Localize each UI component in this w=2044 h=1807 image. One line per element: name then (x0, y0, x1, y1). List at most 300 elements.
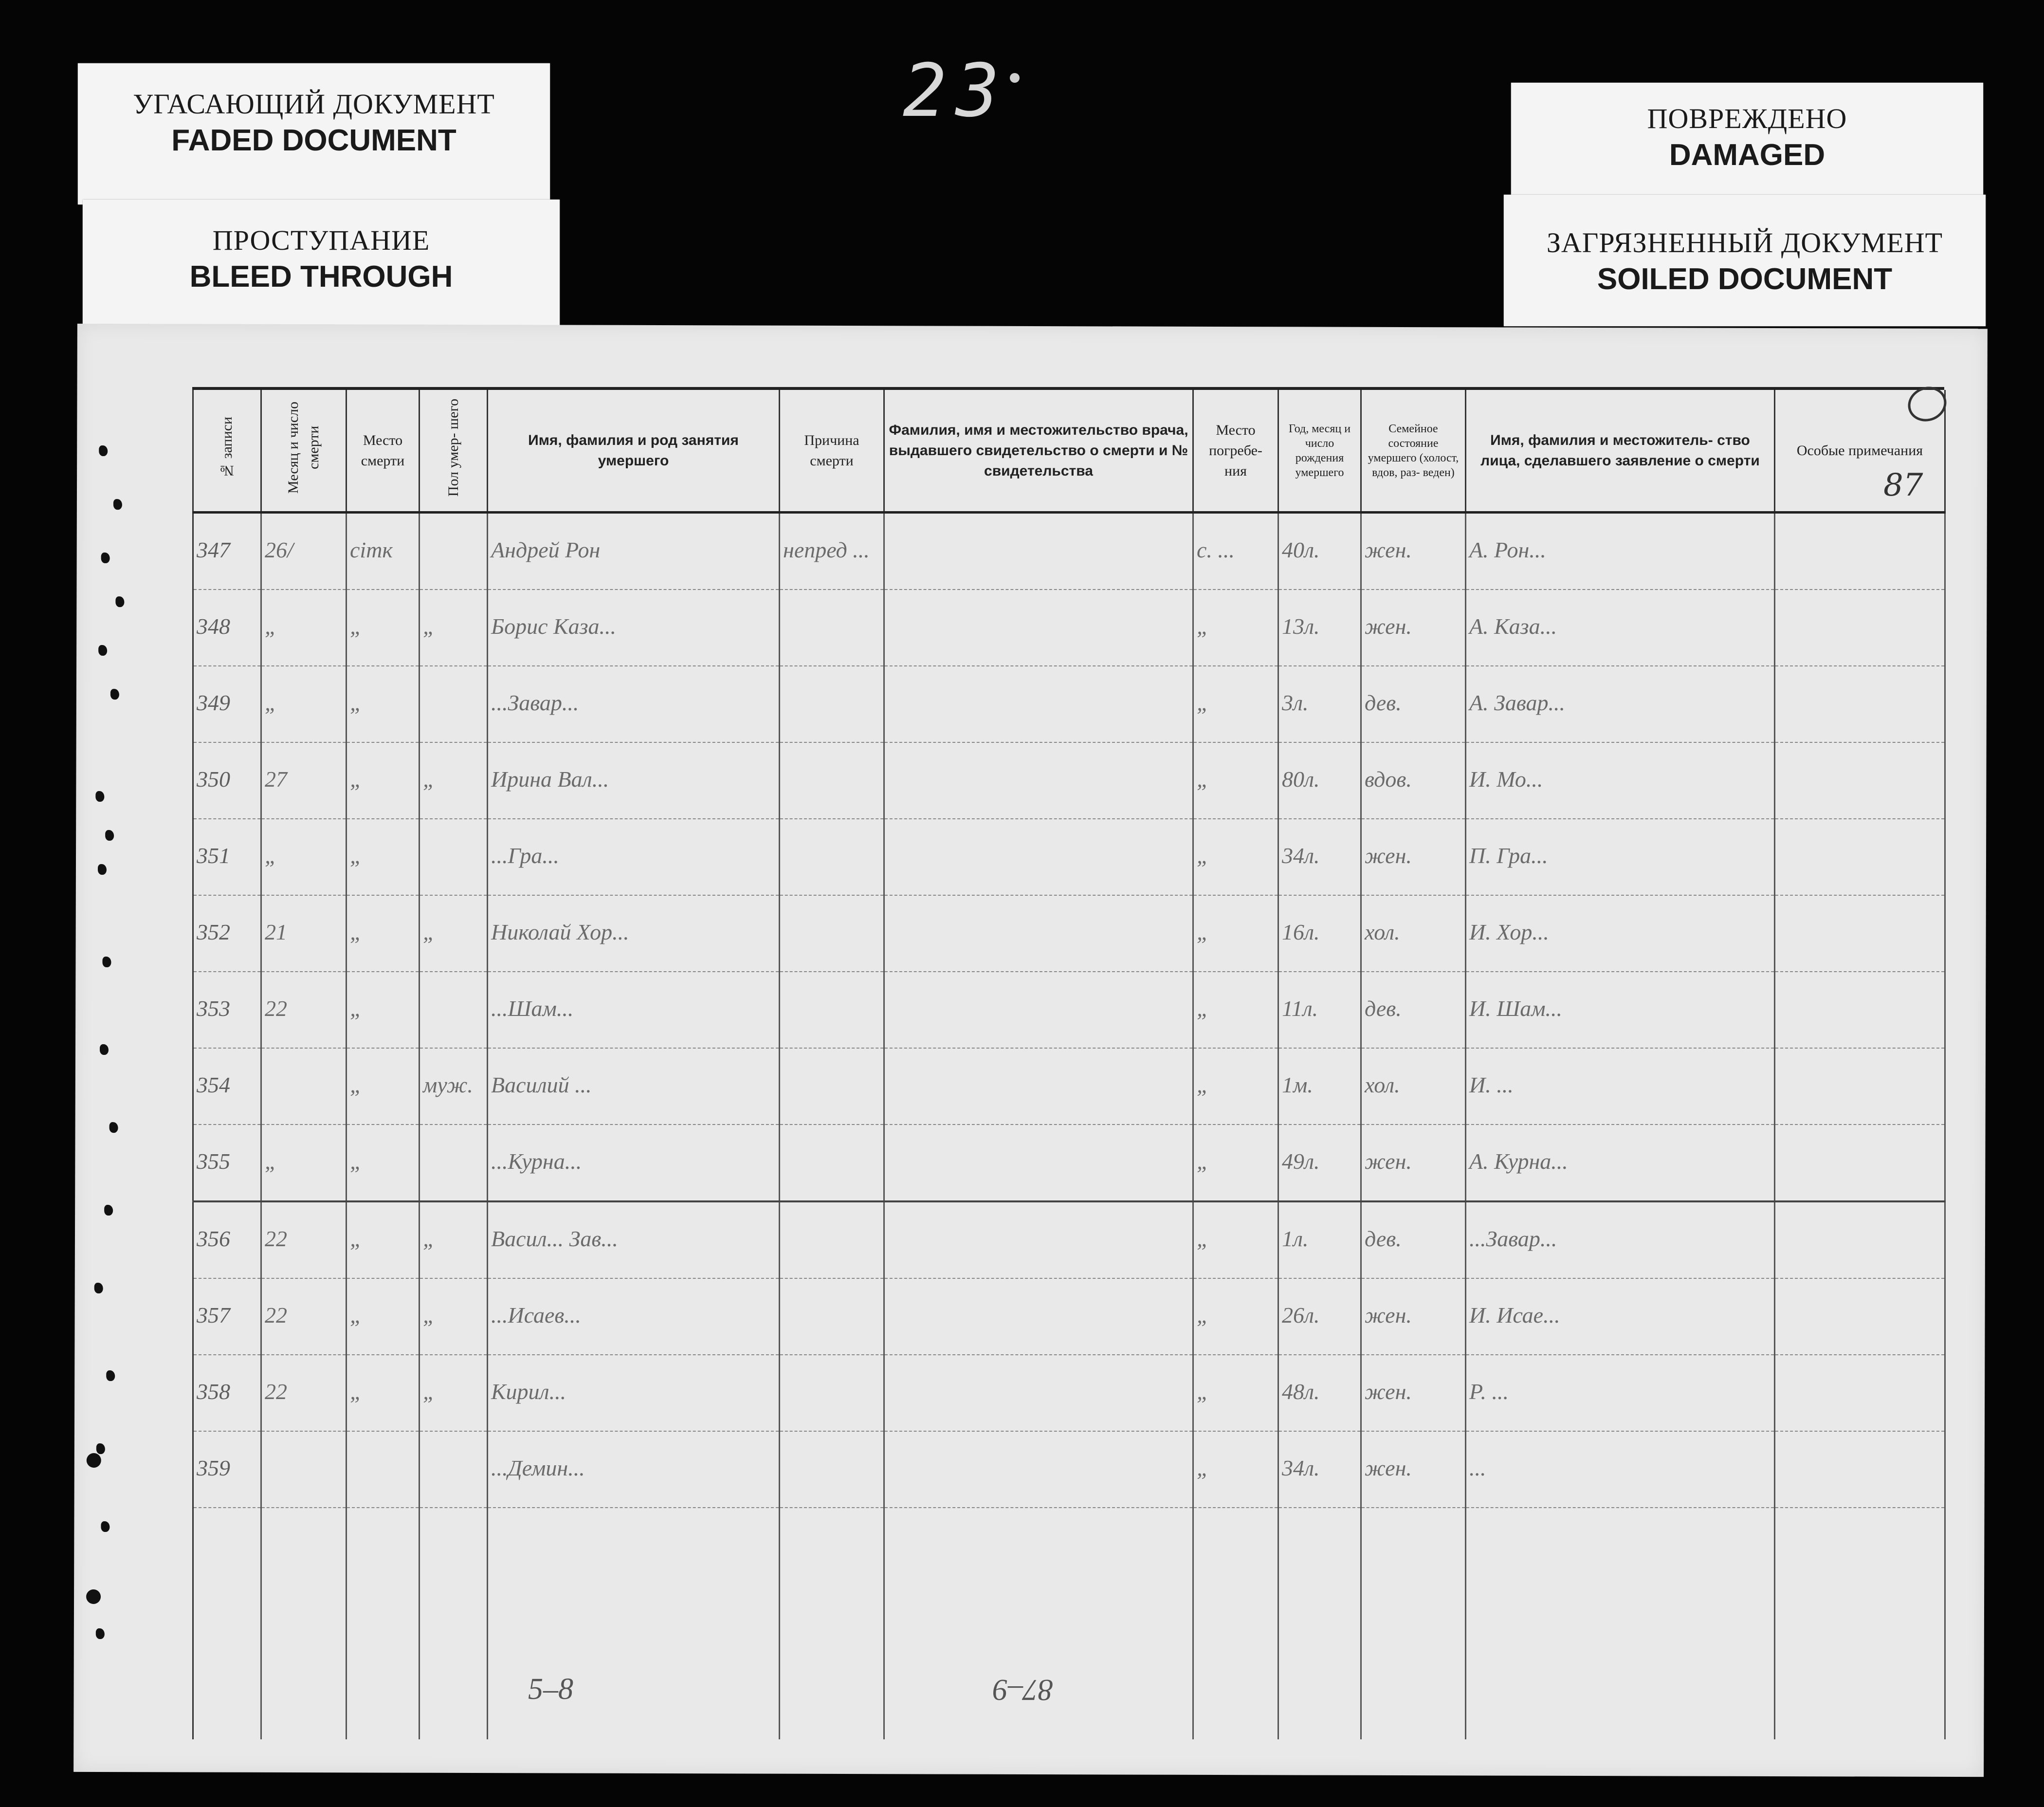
cell-place (347, 513, 420, 590)
punch-hole (100, 1044, 109, 1055)
cell-burial (1193, 513, 1278, 590)
cell-date (261, 972, 347, 1048)
cell-value: „ (1197, 1303, 1209, 1328)
cell-cause (780, 513, 884, 590)
empty-cell (347, 1508, 420, 1739)
cell-birth (1278, 1125, 1361, 1201)
cell-birth (1278, 742, 1361, 819)
cell-value: „ (1197, 690, 1209, 715)
page-number: 87 (1883, 467, 1923, 503)
cell-status (1361, 972, 1466, 1048)
cell-value: ...Курна... (491, 1149, 582, 1174)
cell-value: жен. (1365, 1303, 1412, 1328)
cell-value: хол. (1365, 920, 1400, 944)
cell-value: Андрей Рон (491, 537, 601, 562)
cell-no (193, 819, 261, 895)
label-bleed-en: BLEED THROUGH (189, 260, 453, 294)
footnote-left: 5–8 (528, 1673, 573, 1706)
table-row (193, 1431, 1945, 1508)
cell-birth (1278, 1355, 1361, 1431)
cell-date (261, 513, 347, 590)
cell-notes (1775, 666, 1945, 742)
cell-sex (420, 1278, 488, 1355)
cell-value: „ (1197, 1379, 1209, 1404)
cell-value: „ (265, 690, 277, 715)
cell-value: Николай Хор... (491, 920, 629, 944)
punch-hole (110, 689, 119, 700)
punch-hole (87, 1453, 101, 1468)
cell-declarant (1466, 1278, 1775, 1355)
cell-name (488, 513, 780, 590)
cell-birth (1278, 1431, 1361, 1508)
cell-date (261, 895, 347, 972)
col-birth-date: Год, месяц и число рождения умершего (1278, 390, 1361, 513)
cell-value: 34л. (1282, 843, 1320, 868)
cell-sex (420, 590, 488, 666)
empty-cell (780, 1508, 884, 1739)
cell-declarant (1466, 972, 1775, 1048)
cell-value: дев. (1365, 996, 1402, 1021)
cell-value: И. Исае... (1469, 1303, 1560, 1328)
cell-notes (1775, 742, 1945, 819)
cell-declarant (1466, 1125, 1775, 1201)
cell-date (261, 819, 347, 895)
punch-hole (95, 791, 104, 802)
cell-value: Ирина Вал... (491, 767, 609, 792)
cell-status (1361, 590, 1466, 666)
cell-value: 357 (197, 1303, 230, 1328)
cell-notes (1775, 819, 1945, 895)
cell-value: 353 (197, 996, 230, 1021)
cell-burial (1193, 1431, 1278, 1508)
cell-value: вдов. (1365, 767, 1412, 792)
cell-cause (780, 972, 884, 1048)
microfilm-frame-number: 23 (903, 49, 1008, 133)
cell-value: жен. (1365, 614, 1412, 639)
table-row (193, 895, 1945, 972)
cell-value: 80л. (1282, 767, 1320, 792)
cell-no (193, 1431, 261, 1508)
cell-value: А. Курна... (1469, 1149, 1568, 1174)
cell-name (488, 895, 780, 972)
cell-value: 1м. (1282, 1072, 1313, 1097)
cell-value: 26л. (1282, 1303, 1320, 1328)
cell-value: ...Исаев... (491, 1303, 581, 1328)
cell-no (193, 513, 261, 590)
cell-declarant (1466, 1431, 1775, 1508)
cell-value: „ (1197, 767, 1209, 792)
cell-declarant (1466, 742, 1775, 819)
cell-value: „ (1197, 996, 1209, 1021)
punch-hole (106, 1370, 115, 1381)
cell-value: „ (423, 920, 436, 944)
punch-hole (101, 553, 110, 563)
cell-value: „ (1197, 1149, 1209, 1174)
cell-value: жен. (1365, 843, 1412, 868)
cell-doctor (884, 513, 1193, 590)
cell-value: „ (1197, 1226, 1209, 1251)
table-row (193, 1201, 1945, 1278)
cell-name (488, 1431, 780, 1508)
cell-value: И. Шам... (1469, 996, 1563, 1021)
cell-no (193, 895, 261, 972)
cell-value: хол. (1365, 1072, 1400, 1097)
empty-cell (1466, 1508, 1775, 1739)
cell-value: жен. (1365, 1456, 1412, 1480)
cell-value: с. ... (1197, 537, 1235, 562)
col-sex: Пол умер- шего (420, 390, 488, 513)
col-name-occupation: Имя, фамилия и род занятия умершего (488, 390, 780, 513)
cell-no (193, 1355, 261, 1431)
cell-declarant (1466, 590, 1775, 666)
cell-date (261, 666, 347, 742)
cell-status (1361, 1355, 1466, 1431)
label-bleed-through (83, 200, 560, 326)
cell-notes (1775, 895, 1945, 972)
cell-date (261, 1201, 347, 1278)
cell-cause (780, 895, 884, 972)
cell-value: ... (1469, 1456, 1486, 1480)
cell-notes (1775, 1125, 1945, 1201)
cell-place (347, 590, 420, 666)
cell-burial (1193, 1355, 1278, 1431)
cell-value: 26/ (265, 537, 293, 562)
cell-value: „ (265, 1149, 277, 1174)
table-body (193, 513, 1945, 1740)
col-marital-status: Семейное состояние умершего (холост, вдов, раз- веден) (1361, 390, 1466, 513)
cell-value: 352 (197, 920, 230, 944)
punch-hole (104, 1205, 113, 1216)
table-row (193, 1355, 1945, 1431)
cell-value: 22 (265, 996, 287, 1021)
cell-sex (420, 742, 488, 819)
cell-status (1361, 895, 1466, 972)
cell-cause (780, 819, 884, 895)
cell-cause (780, 1355, 884, 1431)
label-faded-ru: УГАСАЮЩИЙ ДОКУМЕНТ (133, 88, 495, 120)
cell-value: 349 (197, 690, 230, 715)
cell-birth (1278, 1048, 1361, 1125)
cell-no (193, 972, 261, 1048)
cell-value: „ (1197, 1072, 1209, 1097)
cell-value: „ (350, 1226, 363, 1251)
cell-name (488, 1355, 780, 1431)
cell-burial (1193, 1278, 1278, 1355)
table-header-row (193, 390, 1945, 513)
cell-burial (1193, 666, 1278, 742)
label-soiled-en: SOILED DOCUMENT (1597, 262, 1893, 296)
cell-value: А. Каза... (1469, 614, 1557, 639)
cell-place (347, 742, 420, 819)
cell-value: „ (1197, 614, 1209, 639)
cell-name (488, 590, 780, 666)
punch-hole (99, 445, 108, 456)
label-faded-document (78, 63, 550, 204)
cell-no (193, 666, 261, 742)
cell-sex (420, 1201, 488, 1278)
cell-sex (420, 819, 488, 895)
cell-value: жен. (1365, 1149, 1412, 1174)
cell-doctor (884, 1431, 1193, 1508)
cell-value: „ (350, 920, 363, 944)
cell-status (1361, 819, 1466, 895)
cell-birth (1278, 666, 1361, 742)
cell-cause (780, 1125, 884, 1201)
cell-place (347, 895, 420, 972)
cell-value: 27 (265, 767, 287, 792)
cell-status (1361, 1278, 1466, 1355)
cell-notes (1775, 972, 1945, 1048)
cell-birth (1278, 1201, 1361, 1278)
cell-value: И. ... (1469, 1072, 1514, 1097)
cell-birth (1278, 819, 1361, 895)
cell-notes (1775, 1355, 1945, 1431)
empty-cell (1193, 1508, 1278, 1739)
cell-value: 22 (265, 1226, 287, 1251)
cell-no (193, 1048, 261, 1125)
cell-value: „ (1197, 1456, 1209, 1480)
cell-place (347, 1278, 420, 1355)
cell-sex (420, 1431, 488, 1508)
cell-value: муж. (423, 1072, 473, 1097)
cell-burial (1193, 1201, 1278, 1278)
cell-value: „ (350, 996, 363, 1021)
cell-value: ...Шам... (491, 996, 574, 1021)
cell-value: непред ... (783, 537, 870, 562)
cell-value: 359 (197, 1456, 230, 1480)
cell-value: „ (423, 1379, 436, 1404)
cell-notes (1775, 1201, 1945, 1278)
col-death-place: Место смерти (347, 390, 420, 513)
cell-birth (1278, 590, 1361, 666)
cell-value: Р. ... (1469, 1379, 1509, 1404)
punch-hole (105, 830, 114, 841)
empty-cell (420, 1508, 488, 1739)
cell-name (488, 742, 780, 819)
cell-place (347, 1201, 420, 1278)
cell-date (261, 742, 347, 819)
cell-value: 22 (265, 1303, 287, 1328)
table-row (193, 819, 1945, 895)
punch-hole (110, 1122, 118, 1133)
cell-doctor (884, 819, 1193, 895)
cell-value: 355 (197, 1149, 230, 1174)
col-entry-number: № записи (193, 390, 261, 513)
cell-value: 351 (197, 843, 230, 868)
label-bleed-ru: ПРОСТУПАНИЕ (212, 224, 430, 256)
cell-value: Борис Каза... (491, 614, 617, 639)
cell-value: 3л. (1282, 690, 1309, 715)
cell-cause (780, 1048, 884, 1125)
cell-value: 1л. (1282, 1226, 1309, 1251)
col-notes: Особые примечания (1775, 390, 1945, 513)
punch-hole (96, 1628, 105, 1639)
cell-burial (1193, 895, 1278, 972)
death-register-table (192, 390, 1946, 1739)
cell-value: „ (423, 1226, 436, 1251)
frame-registration-dot (1010, 73, 1020, 83)
cell-value: А. Завар... (1469, 690, 1566, 715)
cell-declarant (1466, 1355, 1775, 1431)
punch-hole (115, 596, 124, 607)
cell-notes (1775, 1278, 1945, 1355)
cell-value: ...Завар... (491, 690, 579, 715)
cell-burial (1193, 972, 1278, 1048)
cell-value: „ (265, 843, 277, 868)
cell-value: „ (423, 614, 436, 639)
cell-sex (420, 666, 488, 742)
cell-place (347, 1048, 420, 1125)
cell-value: 354 (197, 1072, 230, 1097)
cell-value: жен. (1365, 1379, 1412, 1404)
table-filler-row (193, 1508, 1945, 1739)
cell-value: дев. (1365, 690, 1402, 715)
empty-cell (261, 1508, 347, 1739)
cell-sex (420, 1355, 488, 1431)
cell-value: „ (265, 614, 277, 639)
col-declarant: Имя, фамилия и местожитель- ство лица, сделавшего заявление о смерти (1466, 390, 1775, 513)
cell-date (261, 1431, 347, 1508)
label-damaged (1511, 83, 1983, 204)
table-row (193, 972, 1945, 1048)
cell-name (488, 972, 780, 1048)
cell-value: „ (423, 1303, 436, 1328)
cell-no (193, 1201, 261, 1278)
cell-name (488, 819, 780, 895)
cell-cause (780, 590, 884, 666)
cell-value: 356 (197, 1226, 230, 1251)
table-row (193, 1125, 1945, 1201)
cell-value: 347 (197, 537, 230, 562)
cell-date (261, 1125, 347, 1201)
cell-doctor (884, 742, 1193, 819)
cell-value: ...Демин... (491, 1456, 585, 1480)
cell-doctor (884, 1355, 1193, 1431)
cell-date (261, 1278, 347, 1355)
label-faded-en: FADED DOCUMENT (171, 124, 456, 157)
cell-value: „ (350, 614, 363, 639)
cell-value: Васил... Зав... (491, 1226, 618, 1251)
cell-value: „ (350, 690, 363, 715)
cell-value: ...Гра... (491, 843, 559, 868)
label-soiled-ru: ЗАГРЯЗНЕННЫЙ ДОКУМЕНТ (1546, 227, 1943, 258)
cell-no (193, 1125, 261, 1201)
cell-declarant (1466, 513, 1775, 590)
cell-notes (1775, 1048, 1945, 1125)
cell-burial (1193, 819, 1278, 895)
label-soiled-document (1504, 195, 1986, 326)
cell-value: „ (1197, 843, 1209, 868)
cell-name (488, 1278, 780, 1355)
cell-value: 49л. (1282, 1149, 1320, 1174)
cell-doctor (884, 590, 1193, 666)
cell-value: Василий ... (491, 1072, 592, 1097)
cell-declarant (1466, 895, 1775, 972)
table-row (193, 590, 1945, 666)
cell-notes (1775, 590, 1945, 666)
cell-status (1361, 1431, 1466, 1508)
cell-doctor (884, 1048, 1193, 1125)
label-damaged-ru: ПОВРЕЖДЕНО (1647, 103, 1847, 134)
empty-cell (1775, 1508, 1945, 1739)
cell-sex (420, 1125, 488, 1201)
cell-status (1361, 513, 1466, 590)
cell-doctor (884, 895, 1193, 972)
cell-value: „ (350, 1379, 363, 1404)
empty-cell (1361, 1508, 1466, 1739)
col-death-date: Месяц и число смерти (261, 390, 347, 513)
cell-value: А. Рон... (1469, 537, 1546, 562)
cell-status (1361, 666, 1466, 742)
cell-place (347, 1125, 420, 1201)
punch-hole (86, 1589, 101, 1604)
cell-value: ...Завар... (1469, 1226, 1557, 1251)
table-row (193, 1048, 1945, 1125)
cell-value: „ (350, 767, 363, 792)
cell-declarant (1466, 666, 1775, 742)
cell-declarant (1466, 1048, 1775, 1125)
label-damaged-en: DAMAGED (1669, 138, 1825, 172)
cell-status (1361, 1201, 1466, 1278)
cell-cause (780, 742, 884, 819)
cell-place (347, 1355, 420, 1431)
table-row (193, 666, 1945, 742)
table-row (193, 513, 1945, 590)
cell-value: 11л. (1282, 996, 1318, 1021)
cell-date (261, 590, 347, 666)
cell-value: „ (423, 767, 436, 792)
cell-name (488, 1048, 780, 1125)
cell-value: 16л. (1282, 920, 1320, 944)
cell-notes (1775, 1431, 1945, 1508)
cell-birth (1278, 1278, 1361, 1355)
cell-value: 22 (265, 1379, 287, 1404)
cell-doctor (884, 1125, 1193, 1201)
punch-hole (101, 1521, 110, 1532)
cell-date (261, 1048, 347, 1125)
cell-cause (780, 1278, 884, 1355)
cell-burial (1193, 590, 1278, 666)
footnote-right: 87–9 (993, 1673, 1053, 1706)
cell-value: „ (350, 1303, 363, 1328)
punch-hole (98, 645, 107, 656)
cell-cause (780, 1201, 884, 1278)
cell-birth (1278, 513, 1361, 590)
cell-cause (780, 666, 884, 742)
cell-burial (1193, 742, 1278, 819)
cell-declarant (1466, 1201, 1775, 1278)
cell-sex (420, 1048, 488, 1125)
cell-place (347, 1431, 420, 1508)
cell-name (488, 1125, 780, 1201)
cell-burial (1193, 1048, 1278, 1125)
cell-value: „ (350, 843, 363, 868)
cell-sex (420, 895, 488, 972)
cell-value: сiтк (350, 537, 393, 562)
cell-value: И. Мо... (1469, 767, 1543, 792)
cell-declarant (1466, 819, 1775, 895)
punch-hole (102, 957, 111, 967)
cell-doctor (884, 666, 1193, 742)
cell-value: жен. (1365, 537, 1412, 562)
cell-value: 13л. (1282, 614, 1320, 639)
cell-no (193, 590, 261, 666)
punch-hole (113, 499, 122, 510)
empty-cell (193, 1508, 261, 1739)
cell-no (193, 742, 261, 819)
cell-sex (420, 513, 488, 590)
cell-status (1361, 1125, 1466, 1201)
